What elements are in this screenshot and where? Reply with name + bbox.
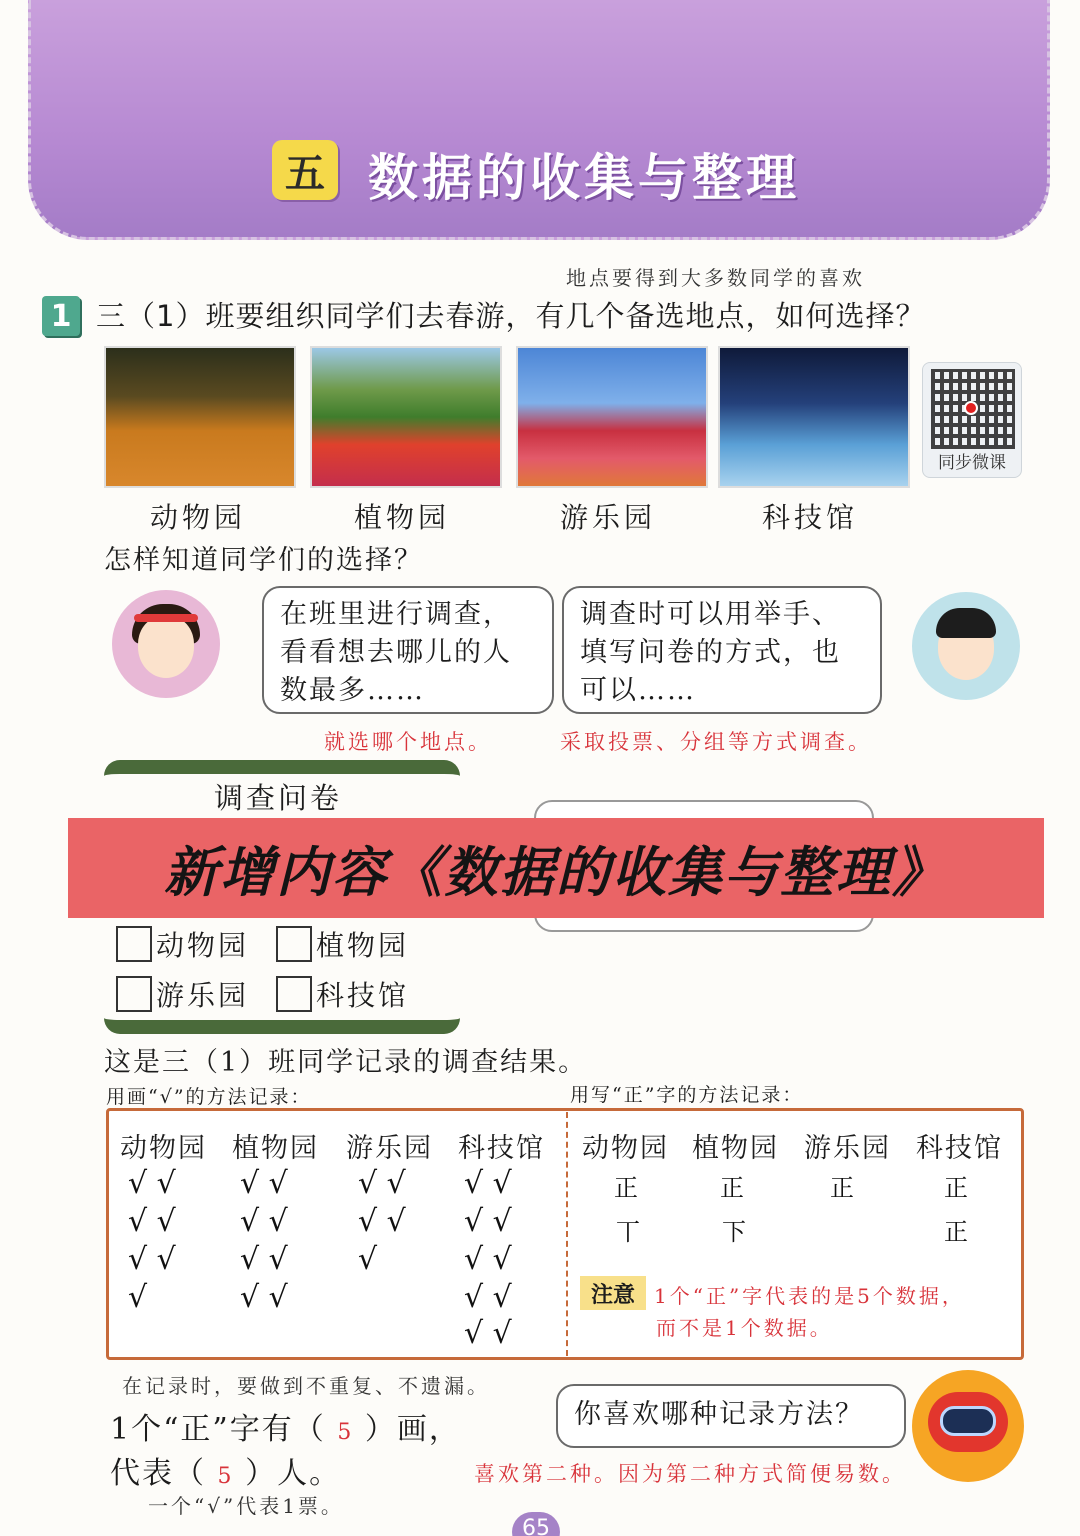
zheng-cell: 正 <box>614 1174 638 1202</box>
answer-line-1-a: 1个“正”字有（ <box>110 1412 326 1447</box>
handnote-record: 在记录时，要做到不重复、不遗漏。 <box>122 1374 490 1398</box>
record-divider <box>566 1112 568 1356</box>
tick-cell: √ √ <box>464 1280 512 1315</box>
place-label-botanical: 植物园 <box>354 501 451 534</box>
checkbox-botanical[interactable] <box>276 926 312 962</box>
zheng-cell: 下 <box>722 1218 746 1246</box>
option-zoo-label: 动物园 <box>156 929 250 962</box>
handnote-answer: 喜欢第二种。因为第二种方式简便易数。 <box>474 1462 906 1486</box>
tick-header-science: 科技馆 <box>458 1133 545 1164</box>
answer-line-2 <box>110 1448 341 1492</box>
new-content-banner <box>68 818 1044 918</box>
tick-cell: √ √ <box>128 1204 176 1239</box>
tick-header-zoo: 动物园 <box>120 1133 207 1164</box>
option-science-label: 科技馆 <box>316 979 410 1012</box>
tick-cell: √ √ <box>128 1166 176 1201</box>
boy-bubble-line-3: 可以…… <box>580 675 696 706</box>
answer-number-1: 5 <box>337 1420 354 1445</box>
tick-cell: √ √ <box>240 1242 288 1277</box>
checkbox-zoo[interactable] <box>116 926 152 962</box>
option-amusement[interactable] <box>116 974 249 1014</box>
boy-bubble-line-2: 填写问卷的方式，也 <box>580 637 841 668</box>
girl-bubble-line-1: 在班里进行调查， <box>280 599 512 630</box>
question-bubble-text: 你喜欢哪种记录方法？ <box>574 1399 864 1430</box>
amusement-park-photo <box>516 346 708 488</box>
chapter-number-badge: 五 <box>272 140 338 200</box>
tick-cell: √ <box>128 1280 148 1315</box>
girl-headband <box>134 614 198 622</box>
qr-code[interactable] <box>922 362 1022 478</box>
robot-face <box>928 1392 1008 1452</box>
zheng-cell: 正 <box>944 1218 968 1246</box>
girl-bubble-line-2: 看看想去哪儿的人 <box>280 637 512 668</box>
qr-center-dot <box>964 401 978 415</box>
handnote-boy: 采取投票、分组等方式调查。 <box>560 730 872 754</box>
tick-header-amusement: 游乐园 <box>346 1133 433 1164</box>
tick-cell: √ √ <box>464 1242 512 1277</box>
answer-line-2-b: ）人。 <box>245 1456 342 1491</box>
qr-label: 同步微课 <box>938 453 1006 473</box>
handnote-girl: 就选哪个地点。 <box>324 730 492 754</box>
method-zheng-label: 用写“正”字的方法记录： <box>570 1084 804 1106</box>
tick-cell: √ √ <box>128 1242 176 1277</box>
question-number-badge: 1 <box>42 296 80 336</box>
zheng-cell: 正 <box>944 1174 968 1202</box>
option-botanical[interactable] <box>276 924 409 964</box>
method-tick-label: 用画“√”的方法记录： <box>106 1086 312 1108</box>
zheng-header-amusement: 游乐园 <box>804 1133 891 1164</box>
handnote-top: 地点要得到大多数同学的喜欢 <box>566 266 865 290</box>
tick-cell: √ √ <box>464 1204 512 1239</box>
tick-cell: √ √ <box>358 1166 406 1201</box>
place-label-science: 科技馆 <box>762 501 859 534</box>
place-label-amusement: 游乐园 <box>560 501 657 534</box>
option-zoo[interactable] <box>116 924 249 964</box>
handnote-tick: 一个“√”代表1票。 <box>148 1494 344 1518</box>
how-to-know-text: 怎样知道同学们的选择？ <box>104 545 423 576</box>
answer-line-2-a: 代表（ <box>110 1456 206 1491</box>
question-text: 三（1）班要组织同学们去春游，有几个备选地点，如何选择？ <box>96 299 926 333</box>
zoo-photo <box>104 346 296 488</box>
tick-header-botanical: 植物园 <box>232 1133 319 1164</box>
answer-line-1-b: ）画， <box>364 1412 461 1447</box>
zheng-cell: 丅 <box>616 1218 640 1246</box>
option-science[interactable] <box>276 974 409 1014</box>
tick-cell: √ √ <box>240 1280 288 1315</box>
place-label-zoo: 动物园 <box>150 501 247 534</box>
boy-speech-bubble <box>562 586 882 714</box>
tick-cell: √ √ <box>464 1316 512 1351</box>
banner-text: 新增内容《数据的收集与整理》 <box>164 840 948 904</box>
tick-cell: √ √ <box>240 1204 288 1239</box>
girl-face <box>138 616 194 678</box>
robot-avatar <box>912 1370 1024 1482</box>
boy-avatar <box>912 592 1020 700</box>
tick-cell: √ √ <box>358 1204 406 1239</box>
tick-cell: √ <box>358 1242 378 1277</box>
botanical-garden-photo <box>310 346 502 488</box>
tick-cell: √ √ <box>464 1166 512 1201</box>
zheng-header-zoo: 动物园 <box>582 1133 669 1164</box>
zheng-cell: 正 <box>720 1174 744 1202</box>
page-number: 65 <box>512 1512 560 1536</box>
note-badge: 注意 <box>580 1276 646 1310</box>
zheng-cell: 正 <box>830 1174 854 1202</box>
zheng-header-botanical: 植物园 <box>692 1133 779 1164</box>
question-speech-bubble <box>556 1384 906 1448</box>
note-line-2: 而不是1个数据。 <box>656 1316 833 1340</box>
boy-hair <box>936 608 996 638</box>
robot-visor <box>940 1406 996 1436</box>
girl-bubble-line-3: 数最多…… <box>280 675 425 706</box>
boy-bubble-line-1: 调查时可以用举手、 <box>580 599 841 630</box>
girl-avatar <box>112 590 220 698</box>
questionnaire-title: 调查问卷 <box>214 781 343 815</box>
zheng-header-science: 科技馆 <box>916 1133 1003 1164</box>
option-botanical-label: 植物园 <box>316 929 410 962</box>
answer-number-2: 5 <box>217 1464 234 1489</box>
chapter-title: 数据的收集与整理 <box>368 149 800 207</box>
results-intro: 这是三（1）班同学记录的调查结果。 <box>104 1047 588 1078</box>
option-amusement-label: 游乐园 <box>156 979 250 1012</box>
tick-cell: √ √ <box>240 1166 288 1201</box>
answer-line-1 <box>110 1404 461 1448</box>
science-museum-photo <box>718 346 910 488</box>
girl-speech-bubble <box>262 586 554 714</box>
checkbox-science[interactable] <box>276 976 312 1012</box>
checkbox-amusement[interactable] <box>116 976 152 1012</box>
note-line-1: 1个“正”字代表的是5个数据， <box>654 1284 965 1308</box>
